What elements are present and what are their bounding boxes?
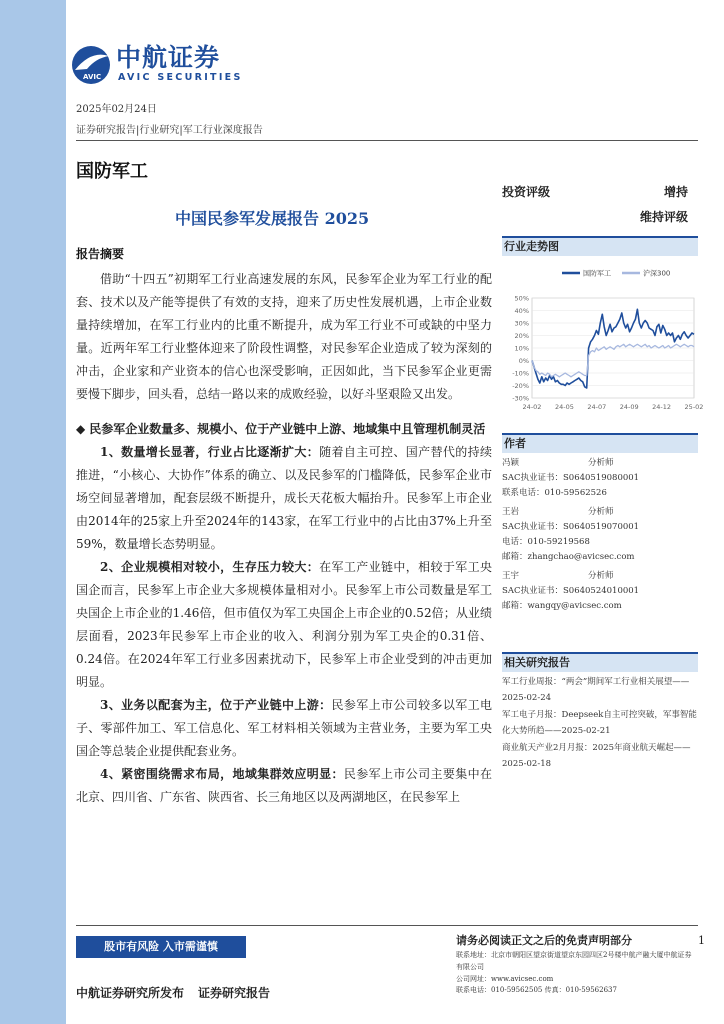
intro-paragraph: 借助“十四五”初期军工行业高速发展的东风，民参军企业为军工行业的配套、技术以及产能等提供了有效的支持，迎来了历史性发展机遇，上市企业数量持续增加，在军工行业内的比重不断提升，成为军工行业不可或缺的中坚力量。近两年军工行业整体迎来了阶段性调整，对民参军企业造成了较为深刻的冲击，企业家和产业资本的信心也深受影响，正因如此，当下民参军企业更需要慢下脚步，回头看，总结一路以来的成败经验，以好斗坚艰险又出发。 — [76, 272, 492, 401]
report-date: 2025年02月24日 — [76, 104, 157, 115]
company-logo — [70, 44, 245, 88]
author-card — [502, 569, 698, 614]
author-contact[interactable]: 邮箱：wangqy@avicsec.com — [502, 601, 622, 611]
summary-heading: 报告摘要 — [76, 247, 125, 261]
point-paragraph — [76, 556, 492, 694]
point-text: 随着自主可控、国产替代的持续推进，“小核心、大协作”体系的确立、以及民参军的门槛降低，民参军企业市场空间显著增加，配套层级不断提升，成长天花板大幅抬升。民参军上市企业由2014年的25家上升至2024年的143家，在军工行业中的占比由37%上升至59%，数量增长态势明显。 — [76, 445, 492, 551]
point-text: 民参军上市公司较多以军工电子、零部件加工、军工信息化、军工材料相关领域为主营业务，主要为军工央国企等总装企业提供配套业务。 — [76, 698, 492, 758]
rating-note: 维持评级 — [639, 210, 688, 224]
chart-y-tick-label: -10% — [512, 369, 529, 378]
rating-value: 增持 — [663, 185, 688, 199]
footer-divider — [76, 925, 698, 926]
disclaimer-heading: 请务必阅读正文之后的免责声明部分 — [456, 934, 632, 947]
industry-trend-chart — [502, 262, 704, 422]
author-contact[interactable]: 联系电话：010-59562526 — [502, 488, 607, 498]
author-sac: SAC执业证书：S0640519080001 — [502, 473, 640, 483]
report-body — [76, 268, 492, 809]
page-number: 1 — [698, 934, 705, 947]
author-card — [502, 456, 698, 501]
author-role: 分析师 — [588, 571, 614, 581]
chart-x-tick-label: 24-09 — [619, 403, 639, 411]
author-name: 冯颖 — [502, 458, 520, 468]
author-role: 分析师 — [588, 507, 614, 517]
chart-legend-label: 沪深300 — [643, 269, 671, 278]
chart-y-tick-label: -30% — [512, 394, 529, 403]
author-email[interactable]: 邮箱：zhangchao@avicsec.com — [502, 552, 635, 562]
related-reports-heading: 相关研究报告 — [502, 652, 698, 672]
publisher-name: 中航证券研究所发布 — [76, 986, 185, 1000]
chart-y-tick-label: 10% — [514, 344, 529, 353]
related-reports-list — [502, 675, 702, 774]
author-role: 分析师 — [588, 458, 614, 468]
chart-x-tick-label: 24-02 — [522, 403, 542, 411]
key-bullet — [76, 418, 492, 441]
chart-y-tick-label: 0% — [518, 357, 529, 365]
author-name: 王宇 — [502, 571, 520, 581]
chart-y-tick-label: 20% — [514, 332, 529, 340]
contact-address: 联系地址：北京市朝阳区望京街道望京东园四区2号楼中航产融大厦中航证券有限公司 — [456, 951, 692, 971]
chart-y-tick-label: 30% — [514, 319, 529, 328]
author-card — [502, 505, 698, 565]
publisher-line — [76, 984, 284, 1001]
related-report-link[interactable]: 军工电子月报：Deepseek自主可控突破，军事智能化大势所趋——2025-02-21 — [502, 710, 697, 736]
author-sac: SAC执业证书：S0640524010001 — [502, 586, 640, 596]
trend-heading: 行业走势图 — [502, 236, 698, 256]
point-lead: 2、企业规模相对较小，生存压力较大： — [100, 560, 320, 574]
author-list — [502, 456, 698, 618]
industry-name: 国防军工 — [76, 161, 148, 182]
rating-label: 投资评级 — [502, 185, 551, 199]
logo-emblem-text: AVIC — [83, 73, 102, 81]
risk-warning: 股市有风险 入市需谨慎 — [76, 936, 246, 958]
chart-y-tick-label: 40% — [514, 307, 529, 315]
report-type: 证券研究报告|行业研究|军工行业深度报告 — [76, 125, 263, 136]
report-page — [66, 0, 724, 1024]
author-contact[interactable]: 电话：010-59219568 — [502, 537, 590, 547]
logo-chinese-name: 中航证券 — [116, 43, 221, 72]
chart-x-tick-label: 24-07 — [587, 403, 607, 411]
point-paragraph — [76, 763, 492, 809]
header-divider — [76, 140, 698, 141]
avic-logo-icon — [70, 44, 112, 86]
author-sac: SAC执业证书：S0640519070001 — [502, 522, 640, 532]
contact-phone: 联系电话：010-59562505 传真：010-59562637 — [456, 986, 617, 995]
related-report-link[interactable]: 商业航天产业2月月报：2025年商业航天崛起——2025-02-18 — [502, 743, 691, 769]
chart-y-tick-label: 50% — [514, 294, 529, 303]
key-bullet-text: 民参军企业数量多、规模小、位于产业链中上游、地域集中且管理机制灵活 — [89, 422, 486, 436]
point-paragraph — [76, 694, 492, 763]
point-lead: 4、紧密围绕需求布局，地域集群效应明显： — [100, 767, 344, 781]
logo-english-name: AVIC SECURITIES — [118, 72, 243, 83]
report-title: 中国民参军发展报告 2025 — [175, 209, 370, 228]
author-name: 王岩 — [502, 507, 520, 517]
diamond-bullet-icon: ◆ — [76, 422, 86, 436]
chart-x-tick-label: 24-05 — [554, 403, 574, 411]
contact-website[interactable]: 公司网址：www.avicsec.com — [456, 974, 554, 983]
company-contact — [456, 950, 696, 997]
point-lead: 3、业务以配套为主，位于产业链中上游： — [100, 698, 332, 712]
point-paragraph — [76, 441, 492, 556]
chart-x-tick-label: 25-02 — [684, 403, 704, 411]
author-heading: 作者 — [502, 433, 698, 453]
sidebar-stripe — [0, 0, 66, 1024]
chart-y-tick-label: -20% — [512, 382, 529, 390]
point-text: 在军工产业链中，相较于军工央国企而言，民参军上市企业大多规模体量相对小。民参军上市公司数量是军工央国企上市企业的1.46倍，但市值仅为军工央国企上市企业的0.52倍；从业绩层面看，2023年民参军上市企业的收入、利润分别为军工央企的0.31倍、0.24倍。在2024年军工行业多因素扰动下，民参军上市企业受到的冲击更加明显。 — [76, 560, 492, 689]
document-type: 证券研究报告 — [198, 986, 271, 1000]
related-report-link[interactable]: 军工行业周报：“两会”期间军工行业相关展望——2025-02-24 — [502, 677, 690, 703]
point-lead: 1、数量增长显著，行业占比逐渐扩大： — [100, 445, 320, 459]
chart-legend-label: 国防军工 — [583, 269, 611, 278]
point-text: 民参军上市公司主要集中在北京、四川省、广东省、陕西省、长三角地区以及两湖地区，在民参军上 — [76, 767, 492, 804]
chart-x-tick-label: 24-12 — [652, 403, 672, 411]
